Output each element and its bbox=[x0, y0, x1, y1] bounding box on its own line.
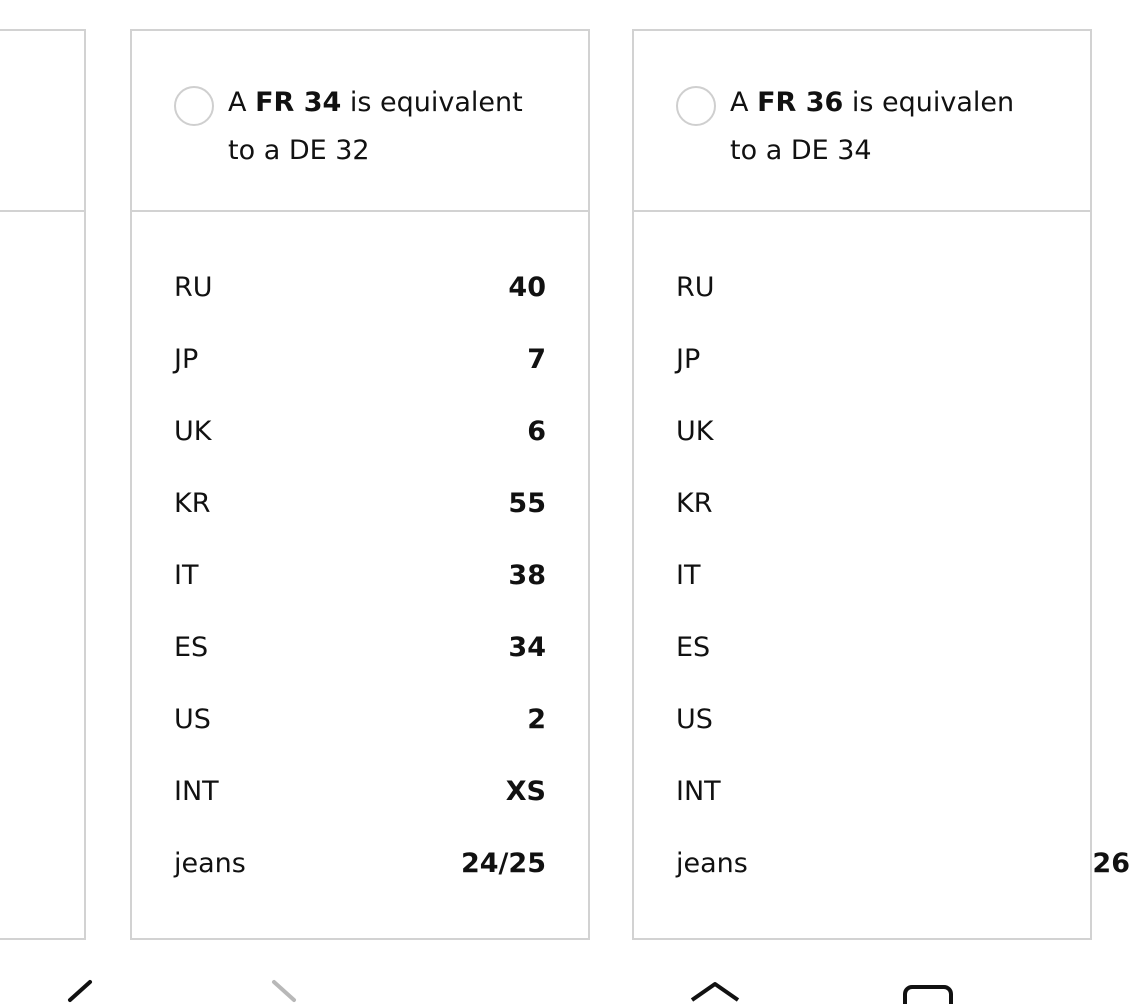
size-bold: FR 34 bbox=[255, 87, 342, 118]
size-bold: FR 36 bbox=[757, 87, 844, 118]
size-radio-button[interactable] bbox=[174, 86, 214, 126]
size-row bbox=[634, 324, 1090, 396]
size-card-fr36[interactable] bbox=[632, 29, 1130, 940]
size-row bbox=[132, 468, 588, 540]
size-value: 7 bbox=[527, 344, 546, 375]
size-value: XS bbox=[505, 776, 546, 807]
size-value: 34 bbox=[508, 632, 546, 663]
back-icon[interactable] bbox=[64, 982, 94, 1004]
header-line-1: A FR 34 is equivalent bbox=[228, 87, 523, 118]
region-label: RU bbox=[174, 272, 213, 303]
region-label: JP bbox=[174, 344, 199, 375]
size-row bbox=[132, 324, 588, 396]
home-icon[interactable] bbox=[690, 982, 740, 1004]
size-card-header bbox=[634, 31, 1090, 212]
region-label: RU bbox=[676, 272, 715, 303]
size-conversion-list bbox=[634, 252, 1130, 900]
forward-icon[interactable] bbox=[270, 982, 300, 1004]
browser-bottom-nav bbox=[0, 960, 1000, 1000]
size-card-previous[interactable] bbox=[0, 29, 86, 940]
size-equivalence-text bbox=[228, 79, 568, 175]
region-label: INT bbox=[174, 776, 219, 807]
size-conversion-list bbox=[132, 252, 588, 900]
header-line-1: A FR 36 is equivalen bbox=[730, 87, 1015, 118]
region-label: KR bbox=[676, 488, 713, 519]
size-row bbox=[132, 540, 588, 612]
size-row bbox=[132, 756, 588, 828]
size-row bbox=[132, 828, 588, 900]
region-label: US bbox=[174, 704, 211, 735]
region-label: INT bbox=[676, 776, 721, 807]
size-row bbox=[634, 540, 1090, 612]
size-row bbox=[132, 396, 588, 468]
size-row bbox=[634, 684, 1090, 756]
region-label: jeans bbox=[174, 848, 246, 879]
size-row bbox=[634, 468, 1090, 540]
region-label: JP bbox=[676, 344, 701, 375]
region-label: ES bbox=[174, 632, 209, 663]
tabs-icon[interactable] bbox=[902, 984, 954, 1004]
region-label: ES bbox=[676, 632, 711, 663]
size-row bbox=[132, 684, 588, 756]
size-equivalence-text bbox=[730, 79, 1070, 175]
header-line-2: to a DE 34 bbox=[730, 135, 872, 166]
size-value: 2 bbox=[527, 704, 546, 735]
size-card-header bbox=[132, 31, 588, 212]
size-value: 26 bbox=[1092, 848, 1130, 879]
size-card-fr34[interactable] bbox=[130, 29, 590, 940]
region-label: UK bbox=[676, 416, 714, 447]
size-row bbox=[634, 252, 1090, 324]
header-line-2: to a DE 32 bbox=[228, 135, 370, 166]
region-label: IT bbox=[676, 560, 701, 591]
size-value: 6 bbox=[527, 416, 546, 447]
size-row bbox=[634, 396, 1090, 468]
region-label: jeans bbox=[676, 848, 748, 879]
size-card-header bbox=[0, 31, 84, 212]
size-value: 24/25 bbox=[460, 848, 546, 879]
size-value: 40 bbox=[508, 272, 546, 303]
size-row bbox=[634, 612, 1090, 684]
size-radio-button[interactable] bbox=[676, 86, 716, 126]
size-row bbox=[132, 612, 588, 684]
region-label: KR bbox=[174, 488, 211, 519]
size-row bbox=[132, 252, 588, 324]
region-label: US bbox=[676, 704, 713, 735]
size-value: 38 bbox=[508, 560, 546, 591]
region-label: UK bbox=[174, 416, 212, 447]
region-label: IT bbox=[174, 560, 199, 591]
size-row bbox=[634, 756, 1090, 828]
size-value: 55 bbox=[508, 488, 546, 519]
size-row bbox=[634, 828, 1130, 900]
